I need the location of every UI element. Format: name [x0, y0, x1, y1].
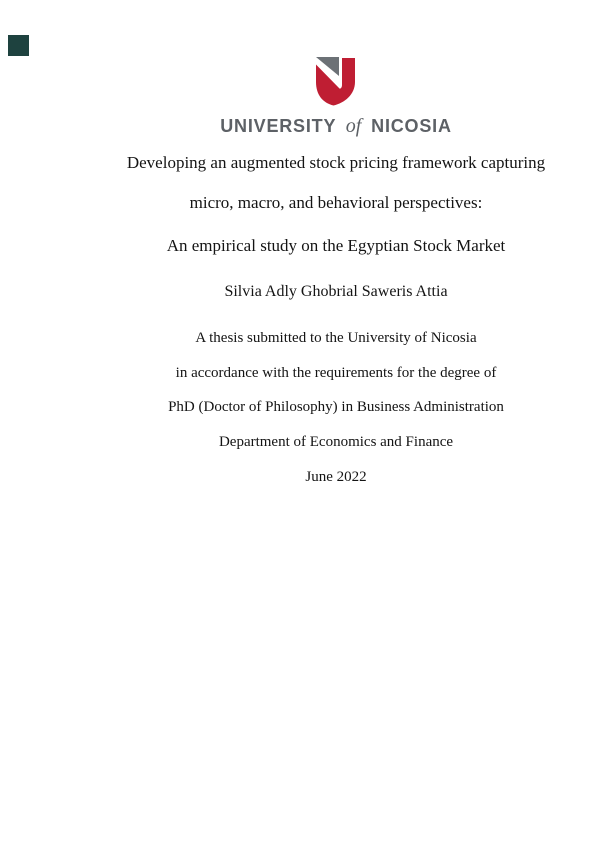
university-of-nicosia-logo-icon: [316, 57, 355, 106]
university-wordmark: [70, 114, 600, 138]
author-name: Silvia Adly Ghobrial Saweris Attia: [224, 283, 448, 300]
degree-name: PhD (Doctor of Philosophy) in Business Administration: [168, 399, 504, 415]
thesis-subtitle: An empirical study on the Egyptian Stock Market: [166, 236, 506, 255]
thesis-title-line-2: micro, macro, and behavioral perspectives:: [189, 193, 483, 212]
thesis-title-line-1: Developing an augmented stock pricing framework capturing: [126, 153, 546, 172]
submission-date: June 2022: [305, 469, 367, 485]
page-corner-marker: [8, 35, 29, 56]
wordmark-university: UNIVERSITY: [220, 116, 336, 136]
submission-statement-line-2: in accordance with the requirements for the degree of: [175, 365, 497, 381]
department-name: Department of Economics and Finance: [218, 434, 454, 450]
wordmark-nicosia: NICOSIA: [371, 116, 452, 136]
wordmark-of: of: [345, 115, 362, 137]
submission-statement-line-1: A thesis submitted to the University of Nicosia: [195, 330, 477, 346]
